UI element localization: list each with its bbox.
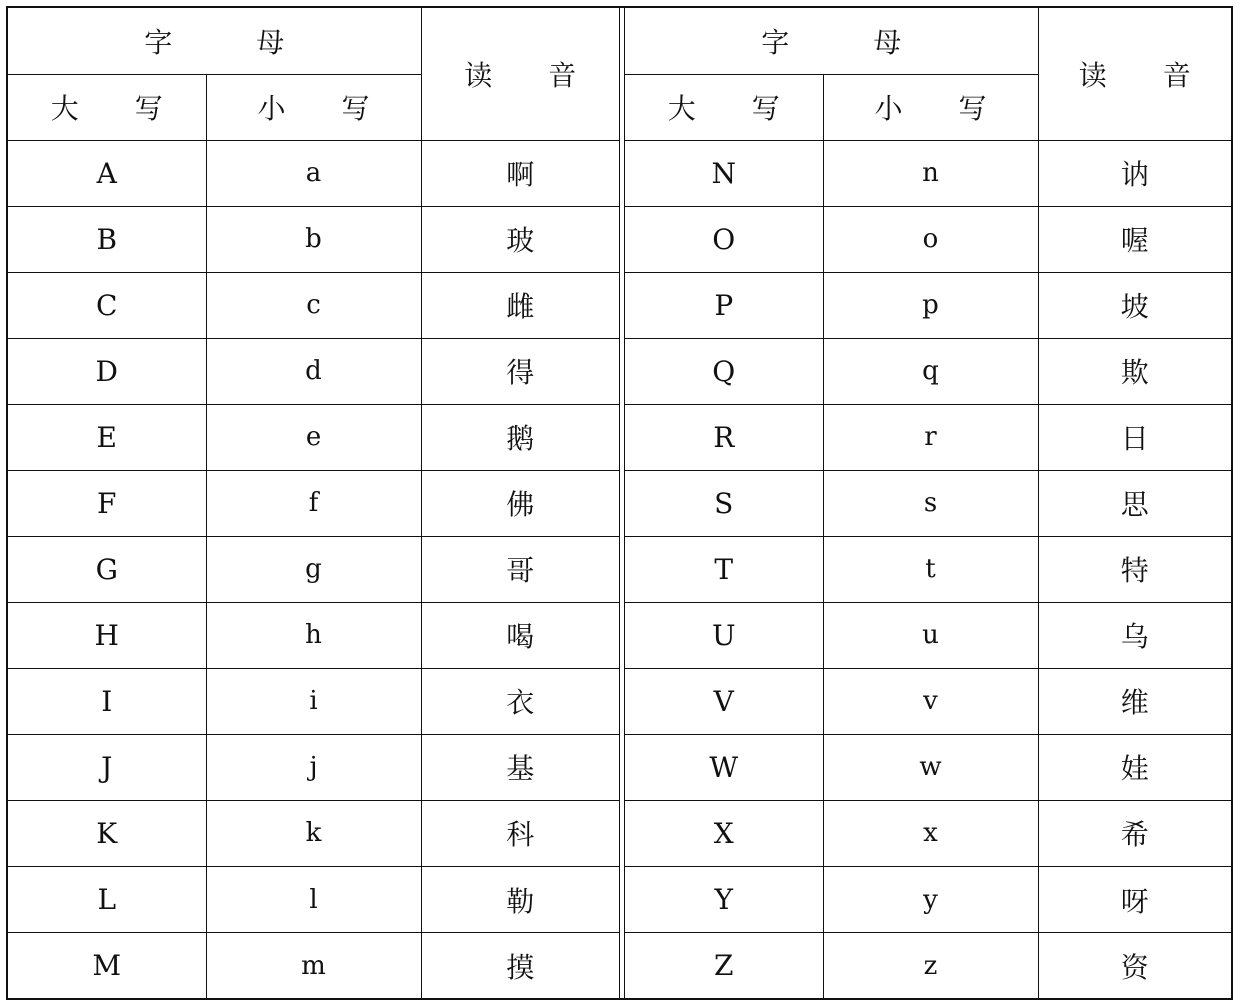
uppercase-cell: O [625, 206, 823, 272]
pronunciation-cell: 思 [1038, 470, 1231, 536]
header-lower: 小 写 [206, 74, 421, 140]
table-row [8, 734, 619, 800]
uppercase-cell: B [8, 206, 206, 272]
lowercase-cell: h [206, 602, 421, 668]
pronunciation-cell: 鹅 [421, 404, 619, 470]
pronunciation-cell: 哥 [421, 536, 619, 602]
pronunciation-cell: 衣 [421, 668, 619, 734]
lowercase-cell: w [823, 734, 1038, 800]
pronunciation-cell: 日 [1038, 404, 1231, 470]
pronunciation-cell: 得 [421, 338, 619, 404]
lowercase-cell: f [206, 470, 421, 536]
pronunciation-cell: 科 [421, 800, 619, 866]
pronunciation-cell: 喔 [1038, 206, 1231, 272]
lowercase-cell: r [823, 404, 1038, 470]
lowercase-cell: l [206, 867, 421, 933]
header-pronunciation: 读 音 [421, 8, 619, 140]
uppercase-cell: M [8, 933, 206, 998]
table-row [625, 338, 1231, 404]
header-upper: 大 写 [625, 74, 823, 140]
lowercase-cell: p [823, 272, 1038, 338]
table-row [8, 470, 619, 536]
pronunciation-cell: 讷 [1038, 140, 1231, 206]
uppercase-cell: P [625, 272, 823, 338]
uppercase-cell: U [625, 602, 823, 668]
table-row [625, 140, 1231, 206]
uppercase-cell: T [625, 536, 823, 602]
table-row [625, 602, 1231, 668]
table-row [8, 800, 619, 866]
uppercase-cell: L [8, 867, 206, 933]
lowercase-cell: a [206, 140, 421, 206]
table-row [625, 668, 1231, 734]
uppercase-cell: G [8, 536, 206, 602]
pronunciation-cell: 基 [421, 734, 619, 800]
lowercase-cell: y [823, 867, 1038, 933]
uppercase-cell: J [8, 734, 206, 800]
uppercase-cell: S [625, 470, 823, 536]
lowercase-cell: z [823, 933, 1038, 998]
lowercase-cell: o [823, 206, 1038, 272]
lowercase-cell: v [823, 668, 1038, 734]
table-row [8, 338, 619, 404]
table-row [8, 536, 619, 602]
left-half-table [8, 8, 620, 998]
uppercase-cell: H [8, 602, 206, 668]
table-row [625, 404, 1231, 470]
table-row [625, 800, 1231, 866]
table-row [625, 933, 1231, 998]
pronunciation-cell: 娃 [1038, 734, 1231, 800]
uppercase-cell: I [8, 668, 206, 734]
pronunciation-cell: 维 [1038, 668, 1231, 734]
right-half-table [624, 8, 1231, 998]
lowercase-cell: n [823, 140, 1038, 206]
alphabet-table [6, 6, 1233, 1000]
table-row [8, 404, 619, 470]
pronunciation-cell: 喝 [421, 602, 619, 668]
pronunciation-cell: 资 [1038, 933, 1231, 998]
uppercase-cell: C [8, 272, 206, 338]
lowercase-cell: c [206, 272, 421, 338]
table-row [8, 602, 619, 668]
pronunciation-cell: 勒 [421, 867, 619, 933]
table-row [625, 206, 1231, 272]
uppercase-cell: F [8, 470, 206, 536]
uppercase-cell: Z [625, 933, 823, 998]
uppercase-cell: N [625, 140, 823, 206]
lowercase-cell: b [206, 206, 421, 272]
header-lower: 小 写 [823, 74, 1038, 140]
left-table [8, 8, 619, 998]
lowercase-cell: d [206, 338, 421, 404]
uppercase-cell: A [8, 140, 206, 206]
pronunciation-cell: 呀 [1038, 867, 1231, 933]
uppercase-cell: Y [625, 867, 823, 933]
table-row [8, 140, 619, 206]
lowercase-cell: e [206, 404, 421, 470]
lowercase-cell: u [823, 602, 1038, 668]
lowercase-cell: t [823, 536, 1038, 602]
lowercase-cell: i [206, 668, 421, 734]
table-row [8, 867, 619, 933]
uppercase-cell: R [625, 404, 823, 470]
pronunciation-cell: 玻 [421, 206, 619, 272]
header-upper: 大 写 [8, 74, 206, 140]
pronunciation-cell: 希 [1038, 800, 1231, 866]
header-letter: 字 母 [8, 8, 421, 74]
table-row [625, 867, 1231, 933]
table-row [625, 272, 1231, 338]
uppercase-cell: Q [625, 338, 823, 404]
table-row [8, 668, 619, 734]
table-row [625, 734, 1231, 800]
right-table [625, 8, 1231, 998]
pronunciation-cell: 坡 [1038, 272, 1231, 338]
lowercase-cell: s [823, 470, 1038, 536]
pronunciation-cell: 雌 [421, 272, 619, 338]
pronunciation-cell: 欺 [1038, 338, 1231, 404]
lowercase-cell: g [206, 536, 421, 602]
header-pronunciation: 读 音 [1038, 8, 1231, 140]
uppercase-cell: E [8, 404, 206, 470]
table-row [8, 272, 619, 338]
lowercase-cell: k [206, 800, 421, 866]
uppercase-cell: K [8, 800, 206, 866]
pronunciation-cell: 特 [1038, 536, 1231, 602]
lowercase-cell: q [823, 338, 1038, 404]
pronunciation-cell: 啊 [421, 140, 619, 206]
pronunciation-cell: 摸 [421, 933, 619, 998]
table-row [8, 206, 619, 272]
uppercase-cell: D [8, 338, 206, 404]
uppercase-cell: W [625, 734, 823, 800]
table-row [625, 470, 1231, 536]
lowercase-cell: j [206, 734, 421, 800]
pronunciation-cell: 佛 [421, 470, 619, 536]
table-row [625, 536, 1231, 602]
table-row [8, 933, 619, 998]
header-letter: 字 母 [625, 8, 1038, 74]
lowercase-cell: x [823, 800, 1038, 866]
pronunciation-cell: 乌 [1038, 602, 1231, 668]
uppercase-cell: V [625, 668, 823, 734]
uppercase-cell: X [625, 800, 823, 866]
lowercase-cell: m [206, 933, 421, 998]
